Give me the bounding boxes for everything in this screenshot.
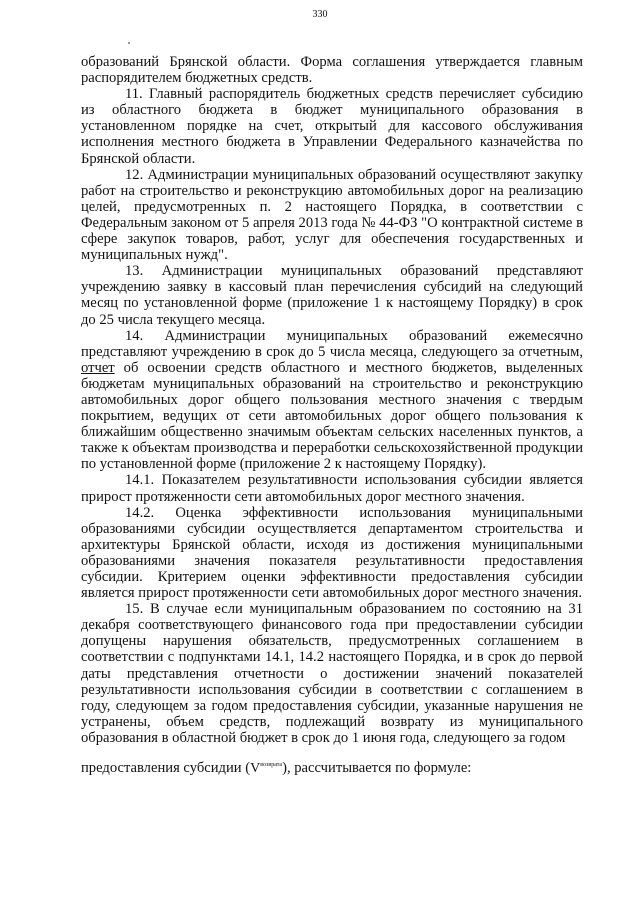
paragraph-continuation: образований Брянской области. Форма соглашения утверждается главным распорядителем бюджетных средств. <box>81 54 583 87</box>
paragraph-14-start: 14. Администрации муниципальных образований ежемесячно представляют учреждению в срок до 5 числа месяца, следующего за отчетным, <box>81 327 583 360</box>
paragraph-15: 15. В случае если муниципальным образованием по состоянию на 31 декабря соответствующего финансового года при предоставлении субсидии допущены нарушения обязательств, предусмотренных соглашением в соответствии с подпунктами 14.1, 14.2 настоящего Порядка, и в срок до первой даты представления отчетности о достижении значений показателей результативности использования субсидии в соответствии с соглашением в году, следующем за годом предоставления субсидии, указанные нарушения не устранены, объем средств, подлежащий возврату из муниципального образования в областной бюджет в срок до 1 июня года, следующего за годом <box>81 601 583 746</box>
paragraph-14 <box>81 328 583 473</box>
paragraph-14-end: об освоении средств областного и местного бюджетов, выделенных бюджетам муниципальных образований на строительство и реконструкцию автомобильных дорог общего пользования местного значения с твердым покрытием, ведущих от сети автомобильных дорог общего пользования к ближайшим общественно значимым объектам сельских населенных пунктов, а также к объектам производства и переработки сельскохозяйственной продукции по установленной форме (приложение 2 к настоящему Порядку). <box>81 359 583 473</box>
page-number: 330 <box>312 9 328 20</box>
paragraph-11: 11. Главный распорядитель бюджетных средств перечисляет субсидию из областного бюджета в бюджет муниципального образования в установленном порядке на счет, открытый для кассового обслуживания исполнения местного бюджета в Управлении Федерального казначейства по Брянской области. <box>81 86 583 167</box>
formula-line-end: ), рассчитывается по формуле: <box>282 759 472 776</box>
paragraph-14-1: 14.1. Показателем результативности использования субсидии является прирост протяженности сети автомобильных дорог местного значения. <box>81 472 583 505</box>
paragraph-15-formula-line <box>81 755 583 779</box>
document-body <box>81 54 583 779</box>
paragraph-12: 12. Администрации муниципальных образований осуществляют закупку работ на строительство и реконструкцию автомобильных дорог на реализацию целей, предусмотренных п. 2 настоящего Порядка, в соответствии с Федеральным законом от 5 апреля 2013 года № 44-ФЗ "О контрактной системе в сфере закупок товаров, работ, услуг для обеспечения государственных и муниципальных нужд". <box>81 166 583 264</box>
paragraph-13: 13. Администрации муниципальных образований представляют учреждению заявку в кассовый план перечисления субсидий на следующий месяц по установленной форме (приложение 1 к настоящему Порядку) в срок до 25 числа текущего месяца. <box>81 263 583 328</box>
scan-artifact-dot <box>128 42 130 44</box>
refund-volume-symbol: V <box>250 760 261 776</box>
formula-line-start: предоставления субсидии ( <box>81 759 251 776</box>
refund-volume-subscript: возврата <box>260 762 283 769</box>
report-link[interactable]: отчет <box>81 359 115 376</box>
paragraph-14-2: 14.2. Оценка эффективности использования муниципальными образованиями субсидии осуществляется департаментом строительства и архитектуры Брянской области, исходя из достижения муниципальными образованиями значения показателя результативности предоставления субсидии. Критерием оценки эффективности предоставления субсидии является прирост протяженности сети автомобильных дорог местного значения. <box>81 504 583 602</box>
